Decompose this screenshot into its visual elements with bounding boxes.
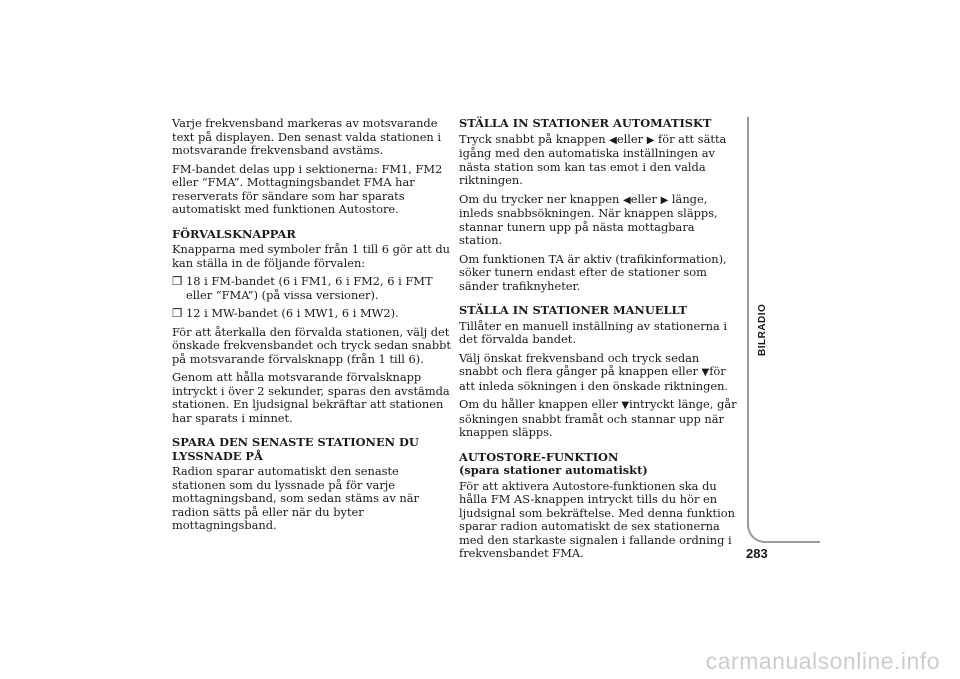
paragraph: Radion sparar automatiskt den senaste stationen som du lyssnade på för varje mottagningsband, som sedan stäms av när radion sätts på eller när du byter mottagningsband. [172, 464, 419, 532]
arrow-down-icon: ▼ [701, 367, 710, 378]
heading-manual-tuning: STÄLLA IN STATIONER MANUELLT [459, 303, 688, 317]
list-item [172, 307, 452, 321]
left-column [172, 117, 452, 538]
heading-save-last-station: SPARA DEN SENASTE STATIONEN DU LYSSNADE PÅ [172, 435, 419, 463]
watermark: carmanualsonline.info [705, 648, 940, 674]
arrow-right-icon: ▶ [646, 134, 655, 146]
heading-autostore: AUTOSTORE-FUNKTION (spara stationer automatiskt) [459, 449, 648, 477]
arrow-left-icon: ◀ [609, 134, 617, 146]
heading-presets: FÖRVALSKNAPPAR [172, 226, 296, 241]
paragraph: Välj önskat frekvensband och tryck sedan snabbt och flera gånger på knappen eller ▼för att inleda sökningen i den önskade riktningen. [459, 350, 729, 393]
paragraph: För att aktivera Autostore-funktionen ska du hålla FM AS-knappen intryckt tills du hör en ljudsignal som bekräftelse. Med denna funktion sparar radion automatiskt de sex stationerna med den starkaste signalen i fallande ordning i frekvensbandet FMA. [459, 478, 735, 560]
list-item [172, 275, 452, 302]
paragraph: Knapparna med symboler från 1 till 6 gör att du kan ställa in de följande förvalen: [172, 242, 451, 270]
right-column [459, 117, 739, 566]
paragraph: Om funktionen TA är aktiv (trafikinformation), söker tunern endast efter de stationer som sänder trafiknyheter. [459, 251, 727, 293]
list-item-text: 18 i FM-bandet (6 i FM1, 6 i FM2, 6 i FMT eller “FMA”) (på vissa versioner). [186, 274, 433, 302]
arrow-left-icon: ◀ [623, 194, 631, 206]
section-tab-label: BILRADIO [757, 303, 768, 357]
checkbox-bullet-icon: ❒ [172, 306, 183, 320]
paragraph: Om du trycker ner knappen ◀eller ▶ länge, inleds snabbsökningen. När knappen släpps, stannar tunern upp på nästa mottagbara station. [459, 191, 718, 247]
checkbox-bullet-icon: ❒ [172, 274, 183, 288]
arrow-right-icon: ▶ [660, 194, 669, 206]
paragraph: Om du håller knappen eller ▼intryckt länge, går sökningen snabbt framåt och stannar upp när knappen släpps. [459, 397, 737, 439]
arrow-down-icon: ▼ [621, 400, 630, 411]
paragraph: Varje frekvensband markeras av motsvarande text på displayen. Den senast valda stationen i motsvarande frekvensband avstäms. [172, 116, 442, 157]
paragraph: För att återkalla den förvalda stationen, välj det önskade frekvensbandet och tryck sedan snabbt på motsvarande förvalsknapp (från 1 till 6). [172, 324, 452, 366]
paragraph: Tillåter en manuell inställning av stationerna i det förvalda bandet. [459, 318, 728, 346]
heading-auto-tuning: STÄLLA IN STATIONER AUTOMATISKT [459, 116, 712, 130]
paragraph: FM-bandet delas upp i sektionerna: FM1, FM2 eller “FMA”. Mottagningsbandet FMA har reserverats för sändare som har sparats automatiskt med funktionen Autostore. [172, 161, 443, 216]
list-item-text: 12 i MW-bandet (6 i MW1, 6 i MW2). [186, 306, 399, 320]
paragraph: Tryck snabbt på knappen ◀eller ▶ för att sätta igång med den automatiska inställningen av nästa station som kan tas emot i den valda riktningen. [459, 131, 727, 187]
page-number: 283 [746, 546, 768, 561]
paragraph: Genom att hålla motsvarande förvalsknapp intryckt i över 2 sekunder, sparas den avstämda stationen. En ljudsignal bekräftar att stationen har sparats i minnet. [172, 370, 450, 425]
